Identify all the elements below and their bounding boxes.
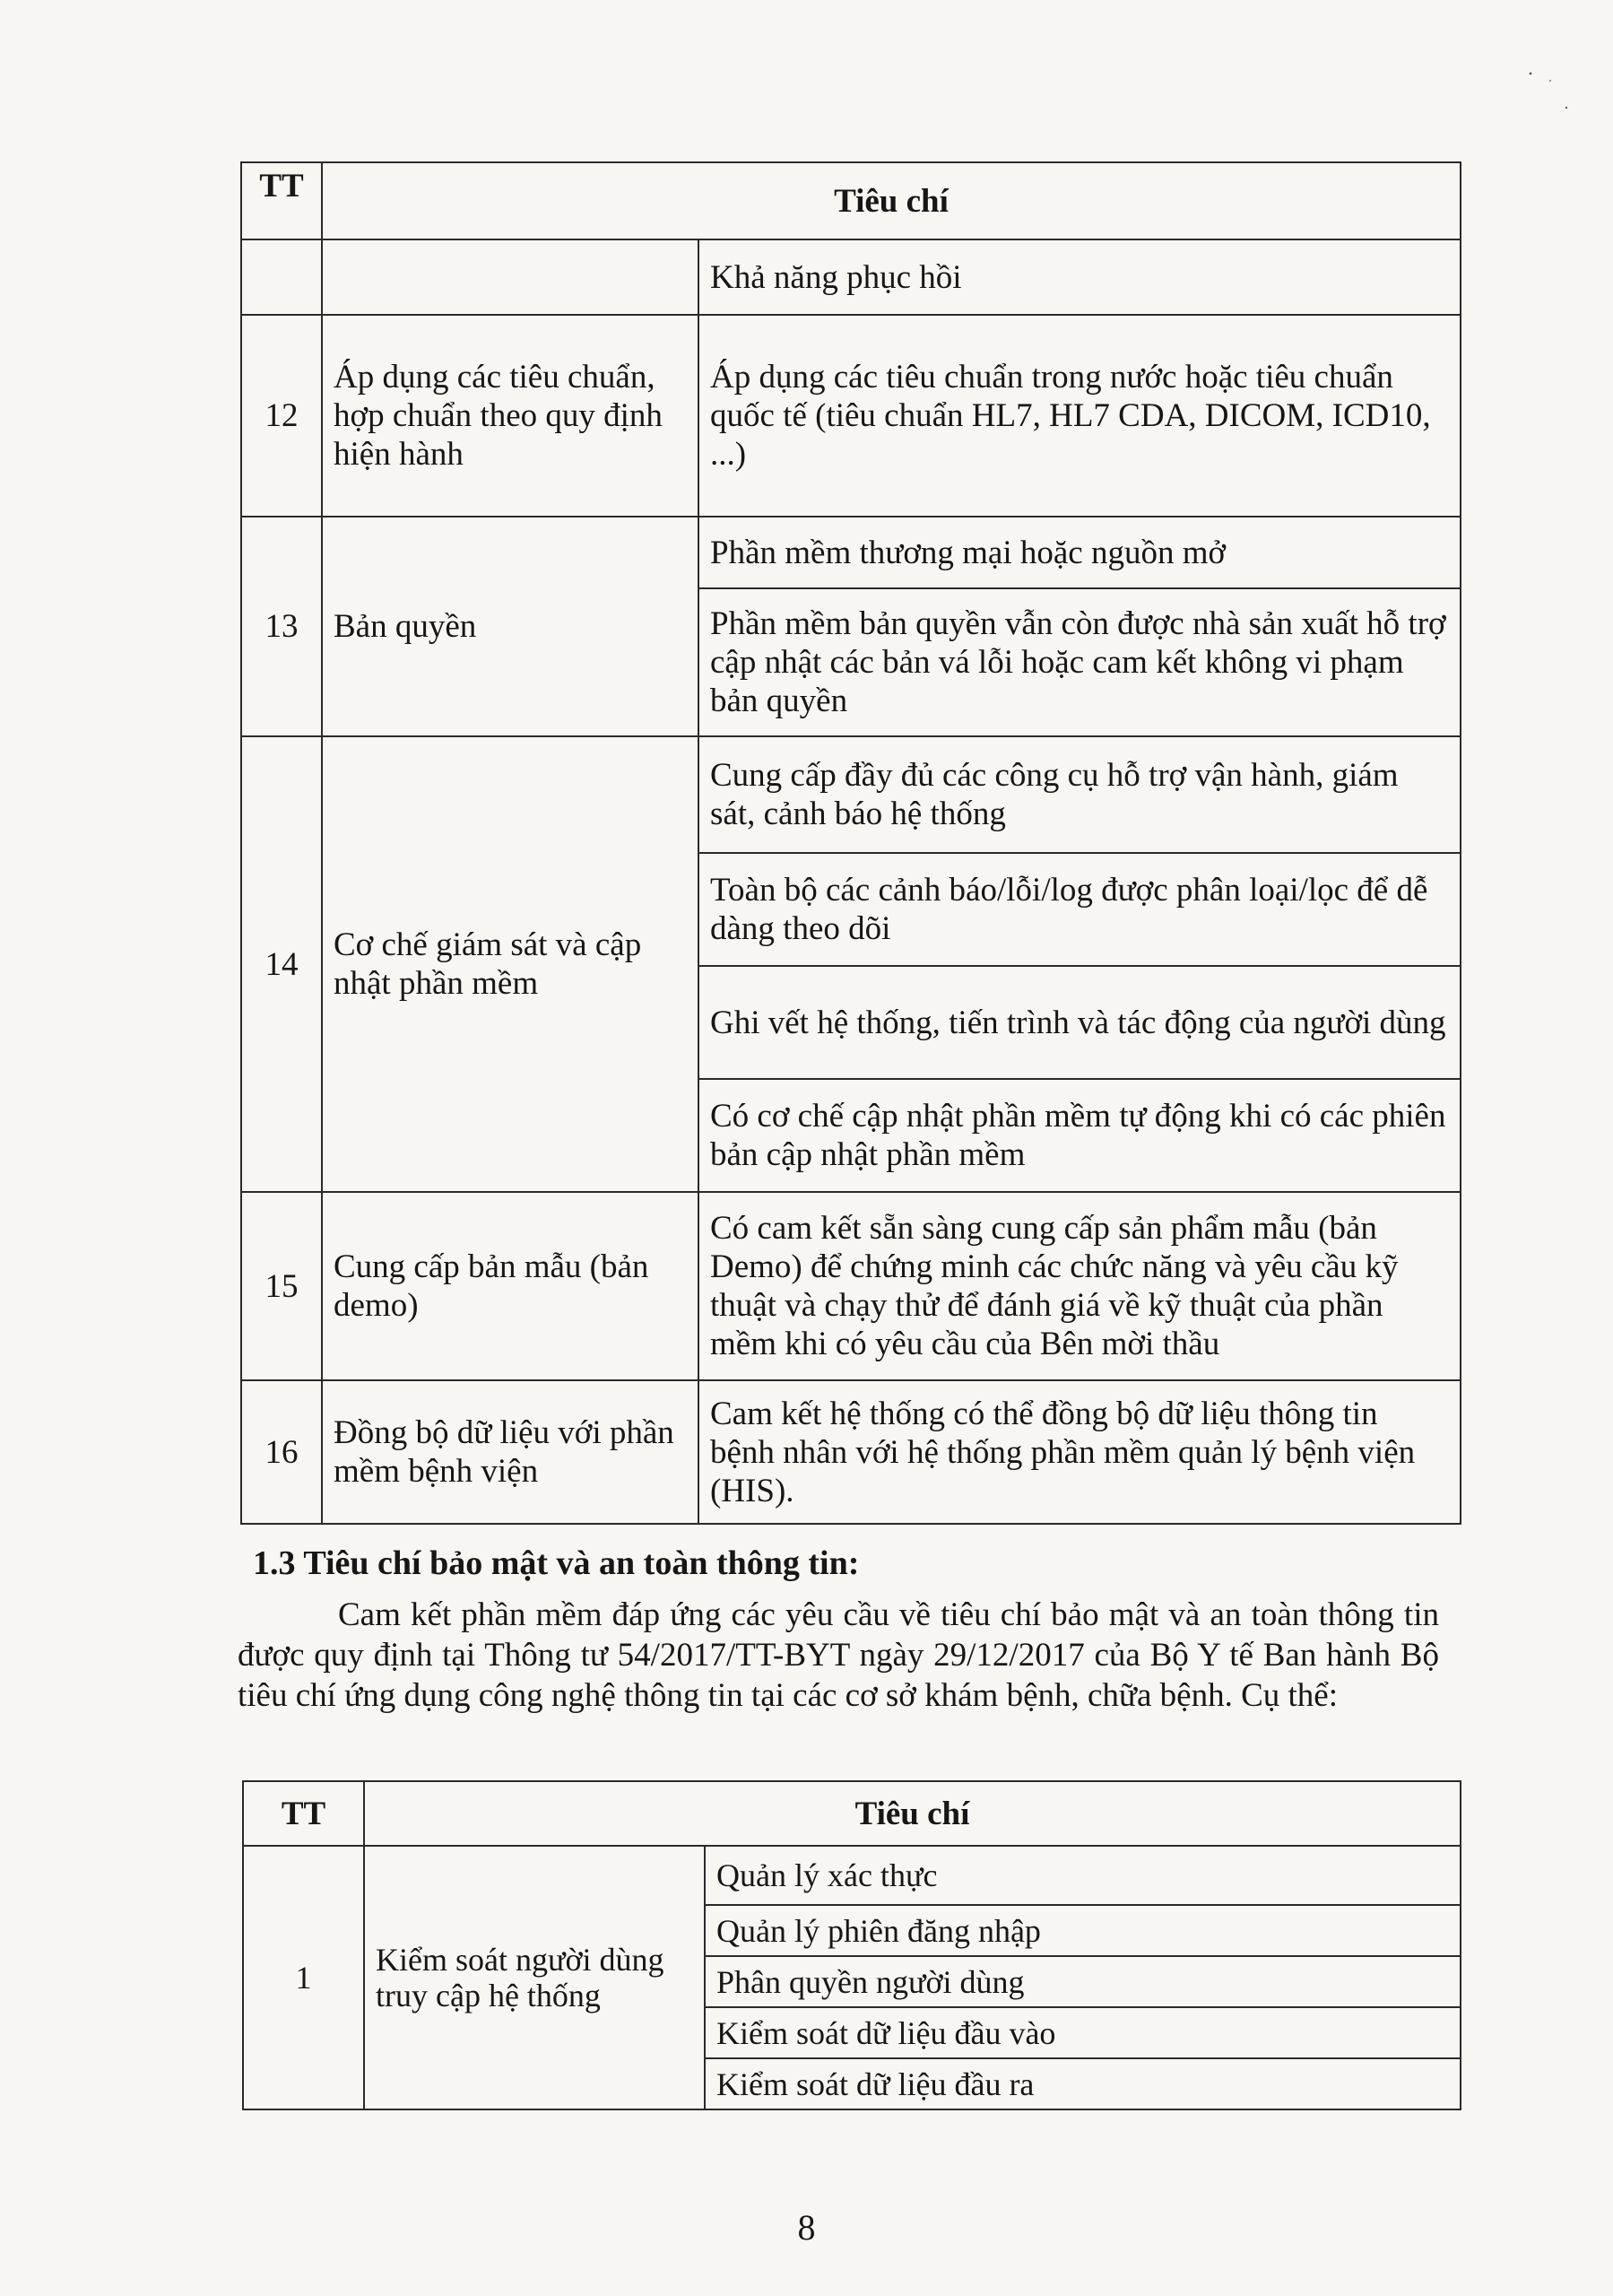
page-number: 8 xyxy=(797,2207,816,2248)
section-paragraph: Cam kết phần mềm đáp ứng các yêu cầu về tiêu chí bảo mật và an toàn thông tin được quy định tại Thông tư 54/2017/TT-BYT ngày 29/12/2017 của Bộ Y tế Ban hành Bộ tiêu chí ứng dụng công nghệ thông tin tại các cơ sở khám bệnh, chữa bệnh. Cụ thể: xyxy=(238,1596,1439,1714)
table-row xyxy=(241,315,1461,517)
criteria-table-continued xyxy=(240,161,1461,1525)
requirement-cell: Có cơ chế cập nhật phần mềm tự động khi có các phiên bản cập nhật phần mềm xyxy=(698,1079,1461,1192)
table-row xyxy=(241,1380,1461,1524)
requirement-cell: Quản lý phiên đăng nhập xyxy=(705,1905,1461,1956)
requirement-cell: Quản lý xác thực xyxy=(705,1846,1461,1905)
requirement-cell: Cung cấp đầy đủ các công cụ hỗ trợ vận hành, giám sát, cảnh báo hệ thống xyxy=(698,736,1461,853)
header-criteria: Tiêu chí xyxy=(364,1781,1461,1846)
tt-cell: 1 xyxy=(243,1846,364,2109)
table-header-row xyxy=(241,162,1461,239)
header-criteria: Tiêu chí xyxy=(322,162,1461,239)
requirement-cell: Khả năng phục hồi xyxy=(698,239,1461,315)
table-row xyxy=(241,517,1461,588)
scan-specks-decoration xyxy=(1523,63,1577,117)
table-row xyxy=(241,239,1461,315)
requirement-cell: Cam kết hệ thống có thể đồng bộ dữ liệu thông tin bệnh nhân với hệ thống phần mềm quản lý bệnh viện (HIS). xyxy=(698,1380,1461,1524)
criterion-cell: Đồng bộ dữ liệu với phần mềm bệnh viện xyxy=(322,1380,698,1524)
requirement-cell: Có cam kết sẵn sàng cung cấp sản phẩm mẫu (bản Demo) để chứng minh các chức năng và yêu cầu kỹ thuật và chạy thử để đánh giá về kỹ thuật của phần mềm khi có yêu cầu của Bên mời thầu xyxy=(698,1192,1461,1380)
security-criteria-table xyxy=(242,1780,1461,2110)
tt-cell: 12 xyxy=(241,315,322,517)
table-row xyxy=(241,1192,1461,1380)
tt-cell: 13 xyxy=(241,517,322,736)
requirement-cell: Phân quyền người dùng xyxy=(705,1956,1461,2007)
requirement-cell: Kiểm soát dữ liệu đầu vào xyxy=(705,2007,1461,2058)
table-row xyxy=(243,1846,1461,1905)
tt-cell: 14 xyxy=(241,736,322,1192)
requirement-cell: Kiểm soát dữ liệu đầu ra xyxy=(705,2058,1461,2109)
tt-cell: 15 xyxy=(241,1192,322,1380)
criterion-cell: Cung cấp bản mẫu (bản demo) xyxy=(322,1192,698,1380)
section-heading: 1.3 Tiêu chí bảo mật và an toàn thông tin: xyxy=(253,1544,860,1582)
table-row xyxy=(241,736,1461,853)
criterion-cell: Kiểm soát người dùng truy cập hệ thống xyxy=(364,1846,705,2109)
header-tt: TT xyxy=(241,162,322,239)
criterion-cell: Áp dụng các tiêu chuẩn, hợp chuẩn theo quy định hiện hành xyxy=(322,315,698,517)
requirement-cell: Áp dụng các tiêu chuẩn trong nước hoặc tiêu chuẩn quốc tế (tiêu chuẩn HL7, HL7 CDA, DICOM, ICD10, ...) xyxy=(698,315,1461,517)
requirement-cell: Ghi vết hệ thống, tiến trình và tác động của người dùng xyxy=(698,966,1461,1079)
criterion-cell: Cơ chế giám sát và cập nhật phần mềm xyxy=(322,736,698,1192)
table-header-row xyxy=(243,1781,1461,1846)
criterion-cell: Bản quyền xyxy=(322,517,698,736)
requirement-cell: Phần mềm bản quyền vẫn còn được nhà sản xuất hỗ trợ cập nhật các bản vá lỗi hoặc cam kết không vi phạm bản quyền xyxy=(698,588,1461,736)
tt-cell: 16 xyxy=(241,1380,322,1524)
header-tt: TT xyxy=(243,1781,364,1846)
requirement-cell: Phần mềm thương mại hoặc nguồn mở xyxy=(698,517,1461,588)
requirement-cell: Toàn bộ các cảnh báo/lỗi/log được phân loại/lọc để dễ dàng theo dõi xyxy=(698,853,1461,966)
